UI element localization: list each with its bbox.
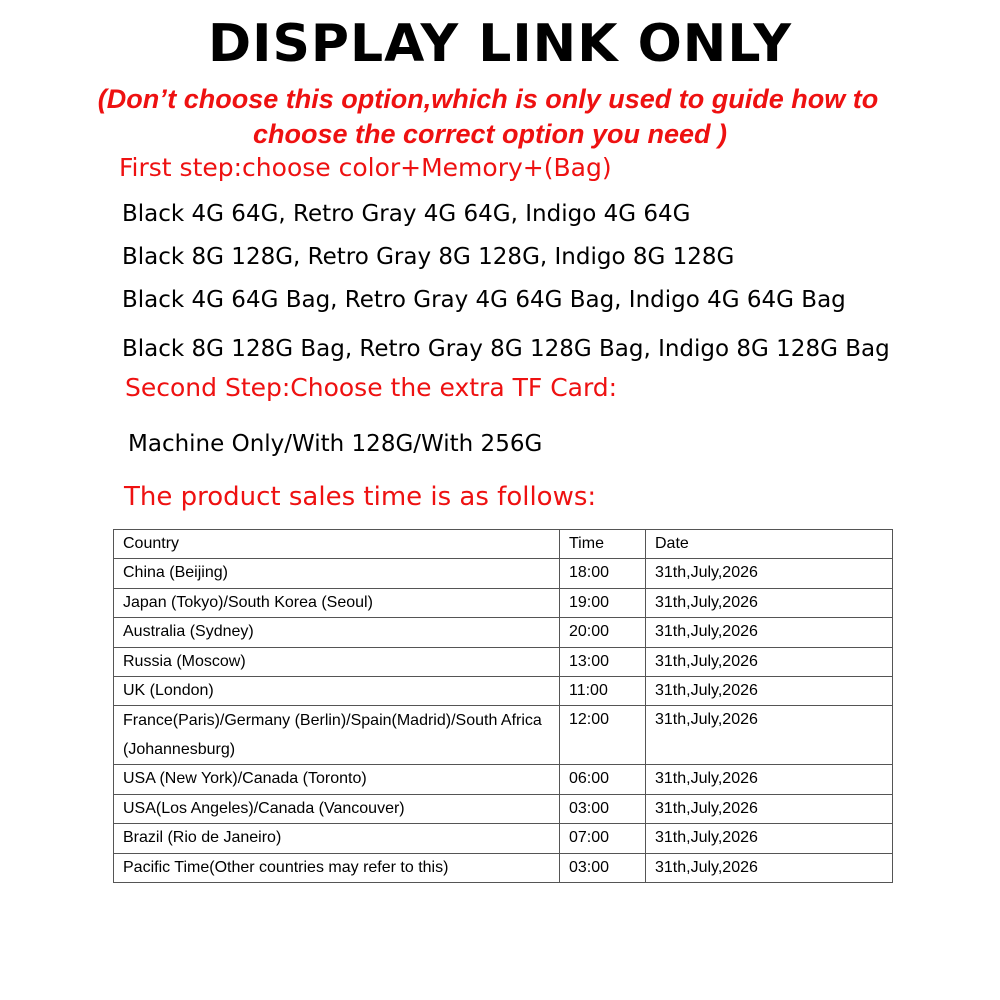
option-line-4: Black 8G 128G Bag, Retro Gray 8G 128G Bag, Indigo 8G 128G Bag (122, 336, 890, 362)
option-line-2: Black 8G 128G, Retro Gray 8G 128G, Indigo 8G 128G (122, 244, 735, 270)
table-row (114, 794, 893, 823)
date-cell: 31th,July,2026 (646, 794, 893, 823)
date-cell: 31th,July,2026 (646, 588, 893, 617)
table-row (114, 559, 893, 588)
table-row (114, 618, 893, 647)
table-row (114, 765, 893, 794)
date-cell: 31th,July,2026 (646, 559, 893, 588)
country-cell: Japan (Tokyo)/South Korea (Seoul) (114, 588, 560, 617)
date-cell: 31th,July,2026 (646, 677, 893, 706)
table-row (114, 647, 893, 676)
date-cell: 31th,July,2026 (646, 706, 893, 765)
header-country: Country (114, 530, 560, 559)
table-header-row (114, 530, 893, 559)
table-row (114, 824, 893, 853)
time-cell: 11:00 (560, 677, 646, 706)
country-cell: USA (New York)/Canada (Toronto) (114, 765, 560, 794)
page-title: DISPLAY LINK ONLY (207, 14, 793, 74)
date-cell: 31th,July,2026 (646, 618, 893, 647)
header-time: Time (560, 530, 646, 559)
warning-line-2: choose the correct option you need ) (252, 119, 728, 149)
date-cell: 31th,July,2026 (646, 765, 893, 794)
time-cell: 18:00 (560, 559, 646, 588)
step-2-heading: Second Step:Choose the extra TF Card: (125, 373, 618, 402)
time-cell: 07:00 (560, 824, 646, 853)
time-cell: 13:00 (560, 647, 646, 676)
country-cell: Pacific Time(Other countries may refer to this) (114, 853, 560, 882)
option-line-3: Black 4G 64G Bag, Retro Gray 4G 64G Bag, Indigo 4G 64G Bag (122, 287, 846, 313)
table-row (114, 588, 893, 617)
time-cell: 19:00 (560, 588, 646, 617)
header-date: Date (646, 530, 893, 559)
option-line-1: Black 4G 64G, Retro Gray 4G 64G, Indigo 4G 64G (122, 201, 691, 227)
country-cell: Australia (Sydney) (114, 618, 560, 647)
date-cell: 31th,July,2026 (646, 824, 893, 853)
time-cell: 03:00 (560, 794, 646, 823)
time-cell: 06:00 (560, 765, 646, 794)
table-row (114, 677, 893, 706)
country-cell: Russia (Moscow) (114, 647, 560, 676)
country-cell: USA(Los Angeles)/Canada (Vancouver) (114, 794, 560, 823)
sales-time-table (113, 529, 893, 883)
table-row (114, 853, 893, 882)
tf-card-options: Machine Only/With 128G/With 256G (128, 431, 543, 457)
table-row (114, 706, 893, 765)
time-cell: 03:00 (560, 853, 646, 882)
country-cell: France(Paris)/Germany (Berlin)/Spain(Madrid)/South Africa (Johannesburg) (114, 706, 560, 765)
step-1-heading: First step:choose color+Memory+(Bag) (119, 153, 612, 182)
sales-heading: The product sales time is as follows: (124, 482, 597, 512)
country-cell: China (Beijing) (114, 559, 560, 588)
country-cell: UK (London) (114, 677, 560, 706)
date-cell: 31th,July,2026 (646, 853, 893, 882)
date-cell: 31th,July,2026 (646, 647, 893, 676)
country-cell: Brazil (Rio de Janeiro) (114, 824, 560, 853)
warning-line-1: (Don’t choose this option,which is only used to guide how to (97, 84, 879, 114)
time-cell: 20:00 (560, 618, 646, 647)
time-cell: 12:00 (560, 706, 646, 765)
